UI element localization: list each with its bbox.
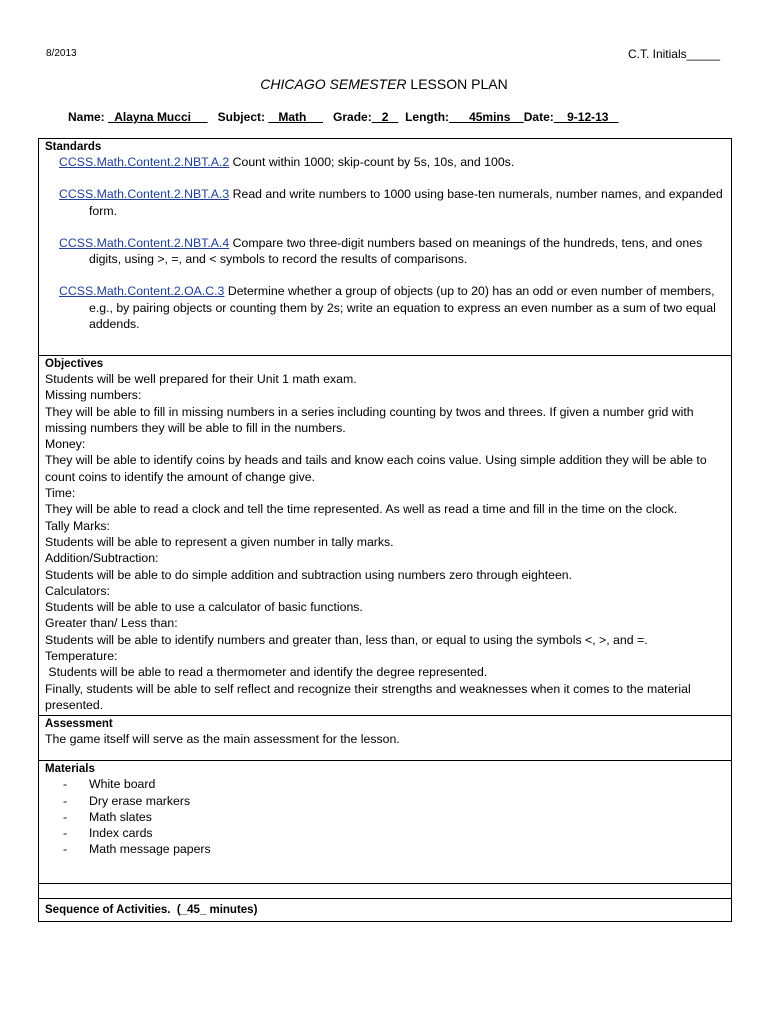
- title-rest: LESSON PLAN: [406, 76, 508, 92]
- objective-line: They will be able to read a clock and tell the time represented. As well as read a time and fill in the time on the clock.: [45, 502, 678, 517]
- date-label: Date:: [523, 110, 554, 124]
- objective-line: Students will be able to do simple addition and subtraction using numbers zero through eighteen.: [45, 567, 573, 582]
- standard-link[interactable]: CCSS.Math.Content.2.NBT.A.3: [59, 187, 230, 202]
- objectives-heading: Objectives: [45, 358, 104, 370]
- title-italic: CHICAGO SEMESTER: [260, 76, 407, 92]
- objective-line: Students will be able to use a calculator of basic functions.: [45, 600, 363, 615]
- objective-line: Time:: [45, 486, 76, 501]
- assessment-heading: Assessment: [45, 718, 113, 731]
- header-date: 8/2013: [46, 48, 77, 59]
- ct-initials: C.T. Initials_____: [627, 47, 720, 61]
- assessment-text: The game itself will serve as the main assessment for the lesson.: [45, 732, 400, 747]
- objectives-row: [39, 356, 732, 716]
- materials-list: [45, 776, 725, 857]
- length-value: 45mins: [449, 110, 524, 124]
- sequence-heading: Sequence of Activities: [45, 904, 168, 917]
- standards-row: [39, 139, 732, 356]
- standard-text: Count within 1000; skip-count by 5s, 10s, and 100s.: [229, 155, 515, 169]
- standard-text: Compare two three-digit numbers based on meanings of the hundreds, tens, and ones digits, using >, =, and < symbols to record the results of comparisons.: [89, 235, 703, 267]
- objective-line: Finally, students will be able to self reflect and recognize their strengths and weaknesses when it comes to the material presented.: [45, 681, 691, 712]
- grade-label: Grade:: [333, 110, 372, 124]
- standard-link[interactable]: CCSS.Math.Content.2.OA.C.3: [59, 284, 225, 299]
- list-item: - Math slates: [63, 809, 725, 825]
- objective-line: Missing numbers:: [45, 388, 142, 403]
- length-label: Length:: [405, 110, 450, 124]
- objective-line: Addition/Subtraction:: [45, 551, 159, 566]
- subject-value: Math: [268, 110, 323, 124]
- lesson-plan-table: [38, 138, 732, 922]
- standard-item: [59, 154, 725, 170]
- list-item: - Math message papers: [63, 841, 725, 857]
- blank-cell: [39, 884, 732, 899]
- name-label: Name:: [68, 110, 105, 124]
- objective-line: Students will be well prepared for their Unit 1 math exam.: [45, 372, 357, 386]
- standards-heading: Standards: [45, 141, 102, 153]
- standard-text: Read and write numbers to 1000 using base-ten numerals, number names, and expanded form.: [89, 187, 723, 218]
- sequence-row: [39, 899, 732, 921]
- date-value: 9-12-13: [553, 110, 619, 124]
- materials-row: [39, 761, 732, 884]
- sequence-cell: [39, 899, 732, 921]
- objective-line: Students will be able to read a thermometer and identify the degree represented.: [45, 665, 488, 680]
- sequence-minutes-value: _45_: [180, 904, 207, 917]
- objective-line: Greater than/ Less than:: [45, 616, 178, 631]
- list-item: - White board: [63, 776, 725, 792]
- list-item: - Index cards: [63, 825, 725, 841]
- standard-item: [59, 235, 725, 268]
- standards-cell: [39, 139, 732, 356]
- objective-line: Students will be able to identify numbers and greater than, less than, or equal to using the symbols <, >, and =.: [45, 632, 648, 647]
- materials-heading: Materials: [45, 763, 95, 776]
- objective-line: Calculators:: [45, 583, 110, 598]
- objectives-cell: [39, 356, 732, 716]
- subject-label: Subject:: [217, 110, 265, 124]
- assessment-cell: [39, 716, 732, 761]
- objective-line: Tally Marks:: [45, 518, 110, 533]
- objective-line: They will be able to fill in missing numbers in a series including counting by twos and threes. If given a number grid with missing numbers they will be able to fill in the numbers.: [45, 404, 694, 435]
- standard-link[interactable]: CCSS.Math.Content.2.NBT.A.2: [59, 155, 230, 169]
- assessment-row: [39, 716, 732, 761]
- standard-text: Determine whether a group of objects (up to 20) has an odd or even number of members, e.g., by pairing objects or counting them by 2s; write an equation to express an even number as a sum of two equal addends.: [89, 284, 716, 332]
- objective-line: Students will be able to represent a given number in tally marks.: [45, 534, 394, 549]
- sequence-minutes-label: minutes): [206, 904, 258, 917]
- info-line: [68, 110, 618, 124]
- blank-row: [39, 884, 732, 899]
- sequence-paren: . (: [167, 904, 181, 917]
- list-item: - Dry erase markers: [63, 793, 725, 809]
- objective-line: Temperature:: [45, 649, 118, 664]
- materials-cell: [39, 761, 732, 884]
- objective-line: They will be able to identify coins by heads and tails and know each coins value. Using simple addition they will be able to count coins to identify the amount of change give.: [45, 453, 707, 484]
- name-value: Alayna Mucci: [108, 110, 208, 124]
- grade-value: 2: [371, 110, 399, 124]
- page-title: [0, 76, 768, 92]
- objective-line: Money:: [45, 437, 86, 452]
- standard-link[interactable]: CCSS.Math.Content.2.NBT.A.4: [59, 235, 230, 250]
- standard-item: [59, 186, 725, 219]
- standard-item: [59, 283, 725, 332]
